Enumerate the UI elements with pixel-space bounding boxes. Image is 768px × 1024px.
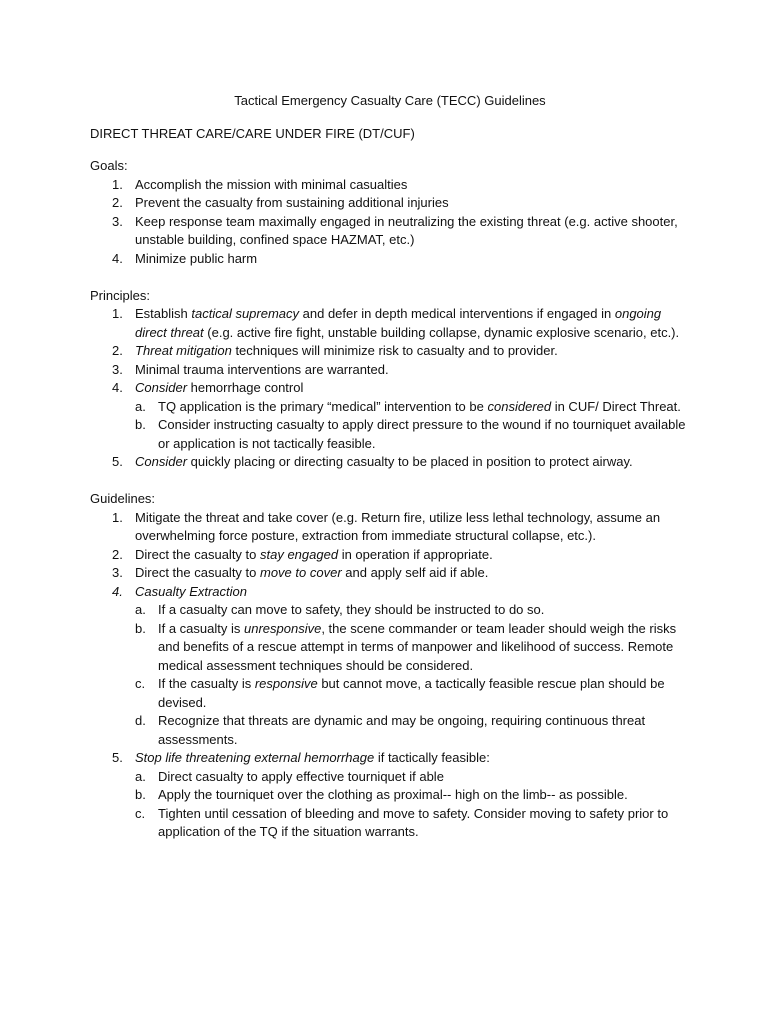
list-text: Direct casualty to apply effective tourniquet if able bbox=[158, 768, 444, 784]
sub-list-item bbox=[90, 768, 690, 787]
guidelines-heading: Guidelines: bbox=[90, 491, 156, 506]
sub-list-item bbox=[90, 805, 690, 842]
list-number: 3. bbox=[112, 213, 123, 229]
list-item bbox=[90, 361, 690, 380]
list-item bbox=[90, 342, 690, 361]
document-body bbox=[90, 92, 690, 842]
sub-list-item bbox=[90, 786, 690, 805]
list-number: 2. bbox=[112, 195, 123, 210]
list-number: 4. bbox=[112, 250, 123, 266]
list-text: Minimize public harm bbox=[135, 250, 258, 266]
list-number: 3. bbox=[112, 565, 123, 580]
sub-list-item bbox=[90, 675, 690, 712]
list-item bbox=[90, 305, 690, 342]
list-item bbox=[90, 176, 690, 195]
list-letter: a. bbox=[135, 602, 146, 617]
list-text: Apply the tourniquet over the clothing as proximal-- high on the limb-- as possible. bbox=[158, 787, 628, 802]
list-text: Consider quickly placing or directing casualty to be placed in position to protect airway. bbox=[135, 454, 633, 469]
list-text: Consider instructing casualty to apply direct pressure to the wound if no tourniquet available or application is not tactically feasible. bbox=[158, 417, 686, 451]
list-text: Recognize that threats are dynamic and may be ongoing, requiring continuous threat assessments. bbox=[158, 713, 646, 747]
list-number: 5. bbox=[112, 454, 123, 469]
list-text: Prevent the casualty from sustaining additional injuries bbox=[135, 195, 449, 210]
list-item bbox=[90, 583, 690, 602]
list-text: Stop life threatening external hemorrhage if tactically feasible: bbox=[135, 750, 490, 765]
list-item bbox=[90, 250, 690, 269]
sub-list-item bbox=[90, 601, 690, 620]
list-text: Casualty Extraction bbox=[135, 583, 247, 599]
sub-list-item bbox=[90, 620, 690, 676]
list-number: 1. bbox=[112, 509, 123, 525]
list-item bbox=[90, 564, 690, 583]
list-letter: a. bbox=[135, 398, 146, 414]
list-text: Minimal trauma interventions are warranted. bbox=[135, 361, 389, 377]
list-item bbox=[90, 749, 690, 768]
list-text: Keep response team maximally engaged in neutralizing the existing threat (e.g. active shooter, unstable building, confined space HAZMAT, etc.) bbox=[135, 213, 678, 247]
list-item bbox=[90, 213, 690, 250]
list-text: Consider hemorrhage control bbox=[135, 380, 304, 395]
list-letter: b. bbox=[135, 787, 146, 802]
section-heading: DIRECT THREAT CARE/CARE UNDER FIRE (DT/CUF) bbox=[90, 125, 415, 141]
list-number: 4. bbox=[112, 380, 123, 395]
list-letter: a. bbox=[135, 768, 146, 784]
list-item bbox=[90, 546, 690, 565]
sub-list-item bbox=[90, 712, 690, 749]
principles-heading: Principles: bbox=[90, 287, 150, 303]
list-number: 2. bbox=[112, 546, 123, 562]
list-text: If the casualty is responsive but cannot move, a tactically feasible rescue plan should be devised. bbox=[158, 676, 665, 710]
list-text: Mitigate the threat and take cover (e.g. Return fire, utilize less lethal technology, assume an overwhelming force posture, extraction from immediate structural collapse, etc.). bbox=[135, 509, 661, 543]
sub-list-item bbox=[90, 416, 690, 453]
list-number: 5. bbox=[112, 750, 123, 765]
list-text: Establish tactical supremacy and defer in depth medical interventions if engaged in ongoing direct threat (e.g. active fire fight, unstable building collapse, dynamic explosive scenario, etc.). bbox=[135, 306, 680, 340]
list-number: 2. bbox=[112, 343, 123, 358]
list-number: 1. bbox=[112, 306, 123, 321]
list-text: TQ application is the primary “medical” intervention to be considered in CUF/ Direct Threat. bbox=[158, 398, 681, 414]
list-letter: b. bbox=[135, 417, 146, 432]
list-letter: c. bbox=[135, 676, 146, 691]
list-item bbox=[90, 379, 690, 398]
list-item bbox=[90, 194, 690, 213]
list-number: 4. bbox=[112, 583, 123, 599]
list-item bbox=[90, 509, 690, 546]
list-text: Direct the casualty to move to cover and apply self aid if able. bbox=[135, 565, 489, 580]
list-letter: d. bbox=[135, 713, 146, 728]
list-letter: c. bbox=[135, 805, 146, 821]
sub-list-item bbox=[90, 398, 690, 417]
list-item bbox=[90, 453, 690, 472]
list-text: If a casualty can move to safety, they should be instructed to do so. bbox=[158, 602, 545, 617]
list-text: Tighten until cessation of bleeding and move to safety. Consider moving to safety prior to application of the TQ if the situation warrants. bbox=[158, 805, 669, 839]
document-title: Tactical Emergency Casualty Care (TECC) Guidelines bbox=[234, 93, 546, 108]
list-text: If a casualty is unresponsive, the scene commander or team leader should weigh the risks and benefits of a rescue attempt in terms of manpower and likelihood of success. Remote medical assessment techniques should be considered. bbox=[158, 620, 677, 673]
list-text: Threat mitigation techniques will minimize risk to casualty and to provider. bbox=[135, 343, 558, 358]
list-letter: b. bbox=[135, 620, 146, 636]
list-number: 3. bbox=[112, 361, 123, 377]
goals-heading: Goals: bbox=[90, 158, 128, 173]
list-text: Direct the casualty to stay engaged in operation if appropriate. bbox=[135, 546, 493, 562]
list-text: Accomplish the mission with minimal casualties bbox=[135, 176, 408, 192]
list-number: 1. bbox=[112, 176, 123, 192]
